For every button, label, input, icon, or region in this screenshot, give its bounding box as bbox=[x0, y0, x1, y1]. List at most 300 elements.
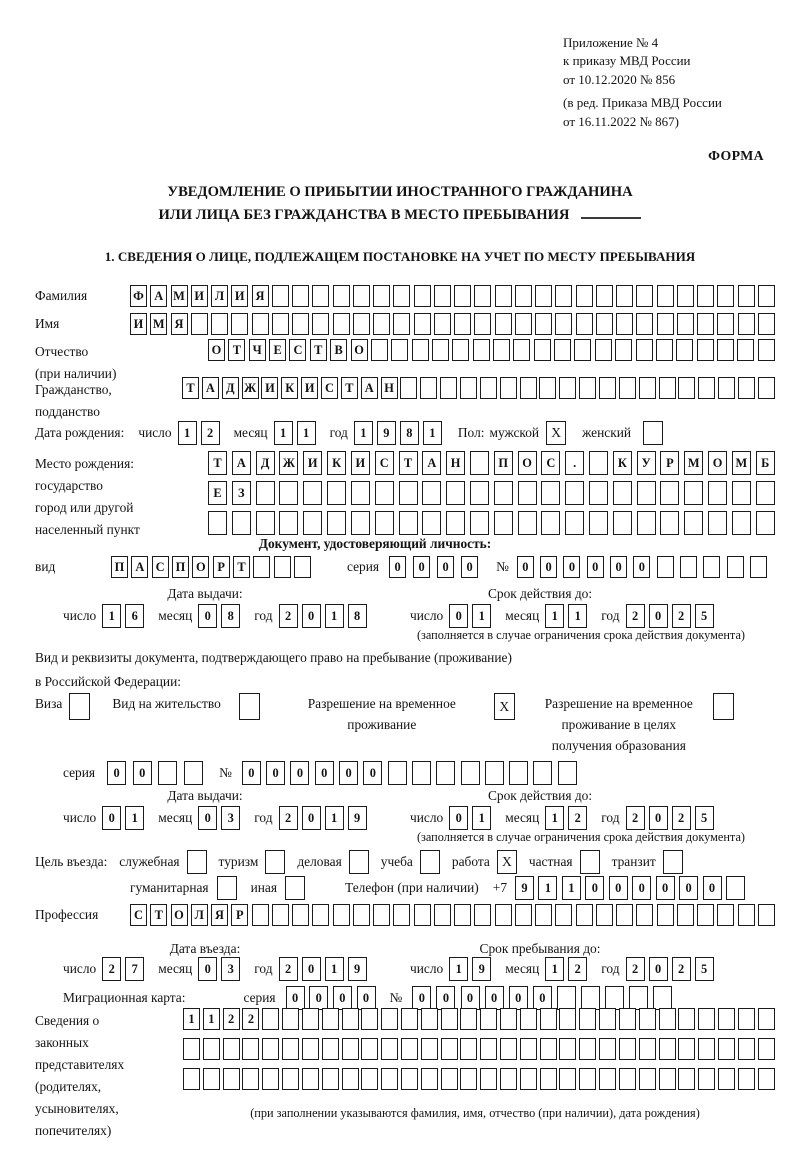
char-cell[interactable] bbox=[414, 904, 431, 926]
char-cell[interactable]: О bbox=[171, 904, 188, 926]
char-cell[interactable]: 0 bbox=[413, 556, 430, 578]
char-cell[interactable] bbox=[659, 1038, 676, 1060]
char-cell[interactable]: М bbox=[684, 451, 703, 475]
char-cell[interactable] bbox=[256, 511, 275, 535]
char-cell[interactable] bbox=[616, 313, 633, 335]
char-cell[interactable]: Ж bbox=[279, 451, 298, 475]
char-cell[interactable]: Н bbox=[381, 377, 398, 399]
char-cell[interactable] bbox=[262, 1008, 279, 1030]
char-cell[interactable]: О bbox=[351, 339, 368, 361]
char-cell[interactable]: А bbox=[361, 377, 378, 399]
char-cell[interactable] bbox=[535, 285, 552, 307]
char-cell[interactable] bbox=[262, 1038, 279, 1060]
char-cell[interactable]: 0 bbox=[587, 556, 604, 578]
char-cell[interactable] bbox=[391, 339, 408, 361]
char-cell[interactable] bbox=[559, 1068, 576, 1090]
char-cell[interactable]: Д bbox=[256, 451, 275, 475]
char-cell[interactable]: А bbox=[150, 285, 167, 307]
char-cell[interactable] bbox=[636, 904, 653, 926]
char-cell[interactable] bbox=[659, 1008, 676, 1030]
char-cell[interactable] bbox=[717, 904, 734, 926]
char-cell[interactable] bbox=[738, 377, 755, 399]
char-cell[interactable] bbox=[333, 904, 350, 926]
char-cell[interactable] bbox=[401, 1008, 418, 1030]
char-cell[interactable]: Р bbox=[213, 556, 230, 578]
char-cell[interactable] bbox=[393, 313, 410, 335]
char-cell[interactable] bbox=[619, 1068, 636, 1090]
char-cell[interactable] bbox=[619, 377, 636, 399]
char-cell[interactable] bbox=[738, 313, 755, 335]
char-cell[interactable] bbox=[613, 481, 632, 505]
char-cell[interactable] bbox=[750, 556, 767, 578]
char-cell[interactable] bbox=[703, 556, 720, 578]
char-cell[interactable]: 0 bbox=[649, 957, 668, 981]
char-cell[interactable] bbox=[698, 1038, 715, 1060]
char-cell[interactable] bbox=[717, 339, 734, 361]
char-cell[interactable]: 3 bbox=[221, 957, 240, 981]
char-cell[interactable] bbox=[639, 1068, 656, 1090]
char-cell[interactable]: М bbox=[732, 451, 751, 475]
char-cell[interactable] bbox=[495, 285, 512, 307]
char-cell[interactable] bbox=[732, 511, 751, 535]
char-cell[interactable] bbox=[292, 285, 309, 307]
char-cell[interactable] bbox=[262, 1068, 279, 1090]
char-cell[interactable] bbox=[619, 1008, 636, 1030]
char-cell[interactable] bbox=[381, 1008, 398, 1030]
char-cell[interactable]: Я bbox=[211, 904, 228, 926]
char-cell[interactable] bbox=[322, 1068, 339, 1090]
char-cell[interactable] bbox=[322, 1008, 339, 1030]
char-cell[interactable] bbox=[494, 481, 513, 505]
char-cell[interactable]: 0 bbox=[302, 806, 321, 830]
char-cell[interactable] bbox=[639, 377, 656, 399]
char-cell[interactable]: 1 bbox=[562, 876, 581, 900]
char-cell[interactable]: 0 bbox=[517, 556, 534, 578]
char-cell[interactable]: Р bbox=[660, 451, 679, 475]
char-cell[interactable]: Н bbox=[446, 451, 465, 475]
char-cell[interactable]: О bbox=[208, 339, 225, 361]
char-cell[interactable]: 1 bbox=[297, 421, 316, 445]
char-cell[interactable] bbox=[375, 511, 394, 535]
char-cell[interactable] bbox=[272, 285, 289, 307]
char-cell[interactable] bbox=[680, 556, 697, 578]
char-cell[interactable]: Е bbox=[208, 481, 227, 505]
char-cell[interactable] bbox=[292, 904, 309, 926]
char-cell[interactable]: 0 bbox=[449, 604, 468, 628]
char-cell[interactable] bbox=[758, 904, 775, 926]
char-cell[interactable]: 1 bbox=[545, 604, 564, 628]
char-cell[interactable] bbox=[520, 1008, 537, 1030]
char-cell[interactable] bbox=[599, 377, 616, 399]
char-cell[interactable] bbox=[599, 1038, 616, 1060]
char-cell[interactable]: С bbox=[130, 904, 147, 926]
char-cell[interactable] bbox=[460, 377, 477, 399]
char-cell[interactable] bbox=[698, 1068, 715, 1090]
char-cell[interactable] bbox=[758, 1008, 775, 1030]
char-cell[interactable] bbox=[520, 1038, 537, 1060]
char-cell[interactable] bbox=[758, 1068, 775, 1090]
char-cell[interactable] bbox=[616, 904, 633, 926]
char-cell[interactable]: Я bbox=[252, 285, 269, 307]
char-cell[interactable]: 0 bbox=[357, 986, 376, 1010]
char-cell[interactable] bbox=[678, 1068, 695, 1090]
char-cell[interactable] bbox=[558, 761, 577, 785]
char-cell[interactable] bbox=[657, 556, 674, 578]
char-cell[interactable]: 2 bbox=[626, 806, 645, 830]
char-cell[interactable]: 5 bbox=[695, 604, 714, 628]
char-cell[interactable]: В bbox=[330, 339, 347, 361]
char-cell[interactable] bbox=[540, 1038, 557, 1060]
char-cell[interactable]: 0 bbox=[585, 876, 604, 900]
char-cell[interactable] bbox=[292, 313, 309, 335]
char-cell[interactable] bbox=[657, 313, 674, 335]
char-cell[interactable] bbox=[520, 377, 537, 399]
char-cell[interactable]: Т bbox=[228, 339, 245, 361]
char-cell[interactable] bbox=[579, 1068, 596, 1090]
char-cell[interactable]: 0 bbox=[633, 556, 650, 578]
char-cell[interactable]: Я bbox=[171, 313, 188, 335]
char-cell[interactable] bbox=[381, 1068, 398, 1090]
char-cell[interactable] bbox=[579, 1008, 596, 1030]
char-cell[interactable]: Б bbox=[756, 451, 775, 475]
char-cell[interactable] bbox=[282, 1038, 299, 1060]
char-cell[interactable] bbox=[579, 1038, 596, 1060]
char-cell[interactable] bbox=[639, 1038, 656, 1060]
char-cell[interactable] bbox=[272, 313, 289, 335]
edu-residence-checkbox[interactable] bbox=[713, 693, 734, 720]
char-cell[interactable] bbox=[353, 313, 370, 335]
char-cell[interactable] bbox=[302, 1068, 319, 1090]
char-cell[interactable] bbox=[401, 1068, 418, 1090]
char-cell[interactable] bbox=[732, 481, 751, 505]
char-cell[interactable] bbox=[738, 1008, 755, 1030]
char-cell[interactable] bbox=[493, 339, 510, 361]
char-cell[interactable] bbox=[446, 511, 465, 535]
char-cell[interactable] bbox=[684, 481, 703, 505]
char-cell[interactable] bbox=[515, 285, 532, 307]
char-cell[interactable] bbox=[412, 761, 431, 785]
char-cell[interactable] bbox=[473, 339, 490, 361]
char-cell[interactable] bbox=[421, 1068, 438, 1090]
char-cell[interactable]: 0 bbox=[102, 806, 121, 830]
char-cell[interactable] bbox=[533, 761, 552, 785]
char-cell[interactable] bbox=[208, 511, 227, 535]
char-cell[interactable]: З bbox=[232, 481, 251, 505]
char-cell[interactable] bbox=[534, 339, 551, 361]
char-cell[interactable] bbox=[758, 339, 775, 361]
char-cell[interactable]: 1 bbox=[423, 421, 442, 445]
temp-residence-checkbox[interactable]: X bbox=[494, 693, 515, 720]
char-cell[interactable] bbox=[756, 511, 775, 535]
purpose-private-checkbox[interactable] bbox=[580, 850, 600, 874]
char-cell[interactable] bbox=[434, 285, 451, 307]
char-cell[interactable] bbox=[274, 556, 291, 578]
char-cell[interactable] bbox=[513, 339, 530, 361]
char-cell[interactable] bbox=[738, 1038, 755, 1060]
char-cell[interactable] bbox=[595, 339, 612, 361]
char-cell[interactable] bbox=[500, 1038, 517, 1060]
char-cell[interactable] bbox=[474, 904, 491, 926]
char-cell[interactable] bbox=[480, 1068, 497, 1090]
char-cell[interactable]: А bbox=[422, 451, 441, 475]
char-cell[interactable] bbox=[698, 377, 715, 399]
char-cell[interactable] bbox=[327, 481, 346, 505]
char-cell[interactable] bbox=[555, 904, 572, 926]
char-cell[interactable]: Т bbox=[150, 904, 167, 926]
char-cell[interactable] bbox=[434, 904, 451, 926]
char-cell[interactable] bbox=[657, 904, 674, 926]
char-cell[interactable] bbox=[414, 313, 431, 335]
char-cell[interactable]: 0 bbox=[436, 986, 455, 1010]
char-cell[interactable]: 8 bbox=[221, 604, 240, 628]
char-cell[interactable]: Р bbox=[231, 904, 248, 926]
char-cell[interactable] bbox=[203, 1068, 220, 1090]
char-cell[interactable] bbox=[596, 313, 613, 335]
char-cell[interactable] bbox=[373, 313, 390, 335]
char-cell[interactable] bbox=[697, 285, 714, 307]
char-cell[interactable] bbox=[581, 986, 600, 1010]
char-cell[interactable] bbox=[342, 1038, 359, 1060]
char-cell[interactable] bbox=[373, 285, 390, 307]
char-cell[interactable] bbox=[589, 481, 608, 505]
char-cell[interactable] bbox=[422, 511, 441, 535]
char-cell[interactable] bbox=[676, 339, 693, 361]
char-cell[interactable] bbox=[184, 761, 203, 785]
residence-permit-checkbox[interactable] bbox=[239, 693, 260, 720]
char-cell[interactable]: 0 bbox=[649, 604, 668, 628]
char-cell[interactable] bbox=[555, 313, 572, 335]
char-cell[interactable] bbox=[303, 511, 322, 535]
char-cell[interactable] bbox=[470, 451, 489, 475]
purpose-work-checkbox[interactable]: X bbox=[497, 850, 517, 874]
char-cell[interactable]: И bbox=[303, 451, 322, 475]
char-cell[interactable] bbox=[303, 481, 322, 505]
char-cell[interactable]: 1 bbox=[472, 604, 491, 628]
char-cell[interactable] bbox=[515, 904, 532, 926]
char-cell[interactable]: 1 bbox=[545, 957, 564, 981]
char-cell[interactable] bbox=[559, 377, 576, 399]
char-cell[interactable] bbox=[616, 285, 633, 307]
char-cell[interactable] bbox=[718, 1008, 735, 1030]
char-cell[interactable] bbox=[375, 481, 394, 505]
char-cell[interactable]: 1 bbox=[183, 1008, 200, 1030]
char-cell[interactable] bbox=[441, 1008, 458, 1030]
char-cell[interactable] bbox=[158, 761, 177, 785]
char-cell[interactable] bbox=[738, 904, 755, 926]
char-cell[interactable]: И bbox=[351, 451, 370, 475]
char-cell[interactable] bbox=[659, 377, 676, 399]
char-cell[interactable] bbox=[559, 1008, 576, 1030]
char-cell[interactable]: 1 bbox=[203, 1008, 220, 1030]
char-cell[interactable] bbox=[302, 1038, 319, 1060]
char-cell[interactable] bbox=[589, 451, 608, 475]
char-cell[interactable] bbox=[432, 339, 449, 361]
char-cell[interactable] bbox=[474, 285, 491, 307]
char-cell[interactable] bbox=[520, 1068, 537, 1090]
char-cell[interactable] bbox=[559, 1038, 576, 1060]
char-cell[interactable] bbox=[302, 1008, 319, 1030]
char-cell[interactable]: 0 bbox=[363, 761, 382, 785]
char-cell[interactable] bbox=[657, 285, 674, 307]
purpose-humanitarian-checkbox[interactable] bbox=[217, 876, 237, 900]
char-cell[interactable] bbox=[518, 481, 537, 505]
char-cell[interactable]: С bbox=[289, 339, 306, 361]
char-cell[interactable] bbox=[279, 511, 298, 535]
char-cell[interactable]: Т bbox=[310, 339, 327, 361]
char-cell[interactable] bbox=[555, 285, 572, 307]
char-cell[interactable] bbox=[342, 1068, 359, 1090]
char-cell[interactable] bbox=[639, 1008, 656, 1030]
char-cell[interactable] bbox=[441, 1068, 458, 1090]
char-cell[interactable]: 0 bbox=[286, 986, 305, 1010]
char-cell[interactable] bbox=[756, 481, 775, 505]
char-cell[interactable] bbox=[678, 1038, 695, 1060]
char-cell[interactable] bbox=[677, 904, 694, 926]
char-cell[interactable] bbox=[223, 1038, 240, 1060]
char-cell[interactable]: Ф bbox=[130, 285, 147, 307]
char-cell[interactable]: О bbox=[192, 556, 209, 578]
char-cell[interactable]: 0 bbox=[266, 761, 285, 785]
char-cell[interactable] bbox=[327, 511, 346, 535]
char-cell[interactable] bbox=[322, 1038, 339, 1060]
char-cell[interactable]: И bbox=[261, 377, 278, 399]
char-cell[interactable]: 0 bbox=[315, 761, 334, 785]
char-cell[interactable] bbox=[539, 377, 556, 399]
sex-male-checkbox[interactable]: X bbox=[546, 421, 566, 445]
char-cell[interactable]: 1 bbox=[354, 421, 373, 445]
char-cell[interactable]: 0 bbox=[198, 604, 217, 628]
char-cell[interactable]: 1 bbox=[325, 604, 344, 628]
char-cell[interactable]: 0 bbox=[133, 761, 152, 785]
char-cell[interactable]: 9 bbox=[348, 806, 367, 830]
char-cell[interactable] bbox=[540, 1008, 557, 1030]
char-cell[interactable]: С bbox=[152, 556, 169, 578]
char-cell[interactable]: 0 bbox=[461, 556, 478, 578]
char-cell[interactable] bbox=[342, 1008, 359, 1030]
char-cell[interactable] bbox=[554, 339, 571, 361]
char-cell[interactable] bbox=[541, 511, 560, 535]
char-cell[interactable] bbox=[565, 511, 584, 535]
char-cell[interactable]: 0 bbox=[540, 556, 557, 578]
char-cell[interactable]: М bbox=[150, 313, 167, 335]
char-cell[interactable] bbox=[613, 511, 632, 535]
char-cell[interactable] bbox=[294, 556, 311, 578]
char-cell[interactable] bbox=[718, 377, 735, 399]
char-cell[interactable]: 0 bbox=[679, 876, 698, 900]
char-cell[interactable] bbox=[737, 339, 754, 361]
char-cell[interactable] bbox=[312, 904, 329, 926]
char-cell[interactable]: Л bbox=[211, 285, 228, 307]
char-cell[interactable]: А bbox=[202, 377, 219, 399]
char-cell[interactable] bbox=[758, 313, 775, 335]
char-cell[interactable]: 0 bbox=[656, 876, 675, 900]
purpose-tourism-checkbox[interactable] bbox=[265, 850, 285, 874]
char-cell[interactable] bbox=[242, 1038, 259, 1060]
char-cell[interactable]: О bbox=[708, 451, 727, 475]
char-cell[interactable]: С bbox=[541, 451, 560, 475]
char-cell[interactable]: С bbox=[375, 451, 394, 475]
char-cell[interactable]: 2 bbox=[242, 1008, 259, 1030]
char-cell[interactable]: 2 bbox=[568, 957, 587, 981]
char-cell[interactable]: 0 bbox=[649, 806, 668, 830]
char-cell[interactable]: 2 bbox=[672, 957, 691, 981]
char-cell[interactable] bbox=[515, 313, 532, 335]
char-cell[interactable] bbox=[718, 1038, 735, 1060]
char-cell[interactable] bbox=[677, 285, 694, 307]
char-cell[interactable] bbox=[351, 481, 370, 505]
char-cell[interactable] bbox=[414, 285, 431, 307]
char-cell[interactable] bbox=[371, 339, 388, 361]
char-cell[interactable]: 0 bbox=[437, 556, 454, 578]
char-cell[interactable] bbox=[211, 313, 228, 335]
char-cell[interactable]: Л bbox=[191, 904, 208, 926]
char-cell[interactable] bbox=[758, 377, 775, 399]
char-cell[interactable] bbox=[660, 511, 679, 535]
char-cell[interactable] bbox=[393, 285, 410, 307]
char-cell[interactable] bbox=[232, 511, 251, 535]
char-cell[interactable]: Т bbox=[182, 377, 199, 399]
char-cell[interactable]: 0 bbox=[389, 556, 406, 578]
char-cell[interactable]: 1 bbox=[449, 957, 468, 981]
char-cell[interactable]: 2 bbox=[568, 806, 587, 830]
visa-checkbox[interactable] bbox=[69, 693, 90, 720]
char-cell[interactable] bbox=[399, 511, 418, 535]
char-cell[interactable]: К bbox=[281, 377, 298, 399]
char-cell[interactable] bbox=[636, 339, 653, 361]
char-cell[interactable]: 0 bbox=[632, 876, 651, 900]
char-cell[interactable] bbox=[697, 904, 714, 926]
char-cell[interactable] bbox=[454, 313, 471, 335]
char-cell[interactable] bbox=[412, 339, 429, 361]
char-cell[interactable]: П bbox=[111, 556, 128, 578]
char-cell[interactable] bbox=[252, 313, 269, 335]
char-cell[interactable] bbox=[361, 1038, 378, 1060]
char-cell[interactable] bbox=[708, 511, 727, 535]
char-cell[interactable] bbox=[509, 761, 528, 785]
char-cell[interactable] bbox=[393, 904, 410, 926]
char-cell[interactable]: 9 bbox=[377, 421, 396, 445]
char-cell[interactable] bbox=[605, 986, 624, 1010]
char-cell[interactable] bbox=[183, 1038, 200, 1060]
char-cell[interactable] bbox=[576, 904, 593, 926]
char-cell[interactable] bbox=[272, 904, 289, 926]
char-cell[interactable]: 0 bbox=[449, 806, 468, 830]
char-cell[interactable]: 0 bbox=[309, 986, 328, 1010]
char-cell[interactable] bbox=[557, 986, 576, 1010]
char-cell[interactable] bbox=[678, 1008, 695, 1030]
char-cell[interactable]: 0 bbox=[339, 761, 358, 785]
char-cell[interactable] bbox=[333, 285, 350, 307]
char-cell[interactable]: 0 bbox=[198, 806, 217, 830]
char-cell[interactable] bbox=[242, 1068, 259, 1090]
char-cell[interactable] bbox=[758, 1038, 775, 1060]
char-cell[interactable]: 0 bbox=[198, 957, 217, 981]
char-cell[interactable]: 7 bbox=[125, 957, 144, 981]
char-cell[interactable] bbox=[726, 876, 745, 900]
char-cell[interactable]: 0 bbox=[485, 986, 504, 1010]
char-cell[interactable]: 0 bbox=[412, 986, 431, 1010]
char-cell[interactable] bbox=[351, 511, 370, 535]
char-cell[interactable] bbox=[373, 904, 390, 926]
char-cell[interactable] bbox=[637, 511, 656, 535]
char-cell[interactable] bbox=[460, 1008, 477, 1030]
char-cell[interactable]: 0 bbox=[333, 986, 352, 1010]
purpose-study-checkbox[interactable] bbox=[420, 850, 440, 874]
char-cell[interactable] bbox=[436, 761, 455, 785]
char-cell[interactable] bbox=[440, 377, 457, 399]
char-cell[interactable] bbox=[420, 377, 437, 399]
char-cell[interactable]: 1 bbox=[472, 806, 491, 830]
